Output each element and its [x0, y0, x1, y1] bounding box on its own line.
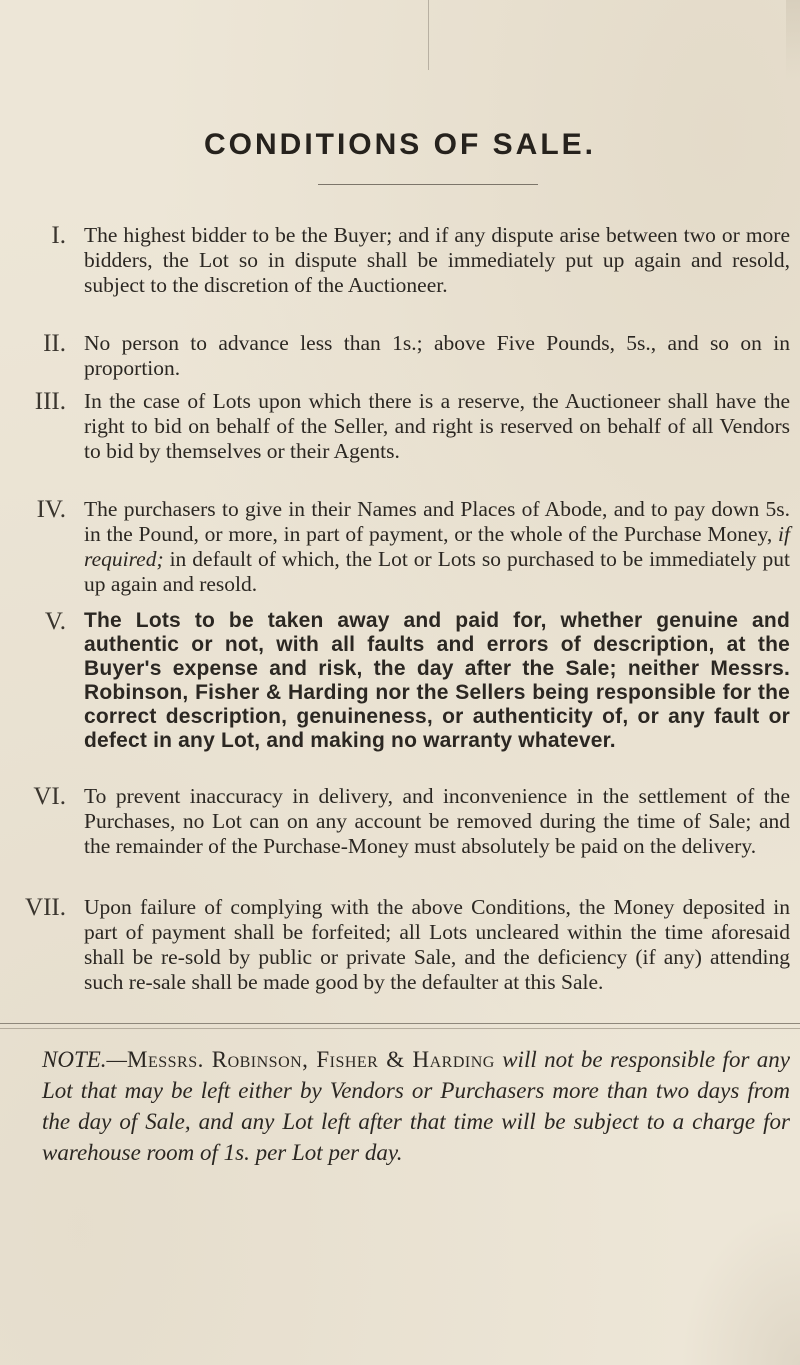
condition-text: To prevent inaccuracy in delivery, and inconvenience in the settlement of the Purchases, no Lot can on any account be removed during the time of Sale; and the remainder of the Purchase-Money must absolutely be paid on the delivery.: [84, 784, 790, 858]
condition-text-emphasis: if required;: [84, 522, 790, 571]
footnote-dash: —: [106, 1047, 127, 1072]
condition-text-part: The purchasers to give in their Names and Places of Abode, and to pay down 5s. in the Pound, or more, in part of payment, or the whole of the Purchase Money,: [84, 497, 790, 546]
footnote: [42, 1044, 790, 1168]
condition-numeral: VI.: [33, 783, 66, 810]
condition-numeral: IV.: [36, 496, 66, 523]
condition-numeral: V.: [44, 608, 66, 635]
note-divider-secondary: [0, 1028, 800, 1029]
condition-numeral: III.: [34, 388, 66, 415]
condition-text: [84, 497, 790, 597]
page-title: CONDITIONS OF SALE.: [203, 128, 596, 161]
note-divider: [0, 1023, 800, 1024]
condition-numeral: VII.: [25, 894, 66, 921]
footnote-text: will not be responsible for any Lot that may be left either by Vendors or Purchasers more than two days from the day of Sale, and any Lot left after that time will be subject to a charge for warehouse room of 1s. per Lot per day.: [42, 1047, 790, 1165]
condition-text-part: in default of which, the Lot or Lots so purchased to be immediately put up again and resold.: [84, 547, 790, 596]
condition-text: In the case of Lots upon which there is a reserve, the Auctioneer shall have the right to bid on behalf of the Seller, and right is reserved on behalf of all Vendors to bid by themselves or their Agents.: [84, 389, 790, 463]
binding-crease: [428, 0, 429, 70]
condition-numeral: II.: [43, 330, 66, 357]
page-edge-shadow: [786, 0, 800, 80]
title-divider: [318, 184, 538, 185]
condition-text: Upon failure of complying with the above Conditions, the Money deposited in part of payment shall be forfeited; all Lots uncleared within the time aforesaid shall be re-sold by public or private Sale, and the deficiency (if any) attending such re-sale shall be made good by the defaulter at this Sale.: [84, 895, 790, 994]
condition-numeral: I.: [51, 222, 66, 249]
condition-text: The highest bidder to be the Buyer; and if any dispute arise between two or more bidders, the Lot so in dispute shall be immediately put up again and resold, subject to the discretion of the Auctioneer.: [84, 223, 790, 297]
footnote-label: NOTE.: [42, 1047, 107, 1072]
paper-stain: [680, 1205, 800, 1365]
condition-text: The Lots to be taken away and paid for, whether genuine and authentic or not, with all faults and errors of description, at the Buyer's expense and risk, the day after the Sale; neither Messrs. Robinson, Fisher & Harding nor the Sellers being responsible for the correct description, genuineness, or authenticity of, or any fault or defect in any Lot, and making no warranty whatever.: [84, 609, 790, 752]
footnote-firm-names: Messrs. Robinson, Fisher & Harding: [127, 1047, 495, 1072]
condition-text: No person to advance less than 1s.; above Five Pounds, 5s., and so on in proportion.: [84, 331, 790, 380]
